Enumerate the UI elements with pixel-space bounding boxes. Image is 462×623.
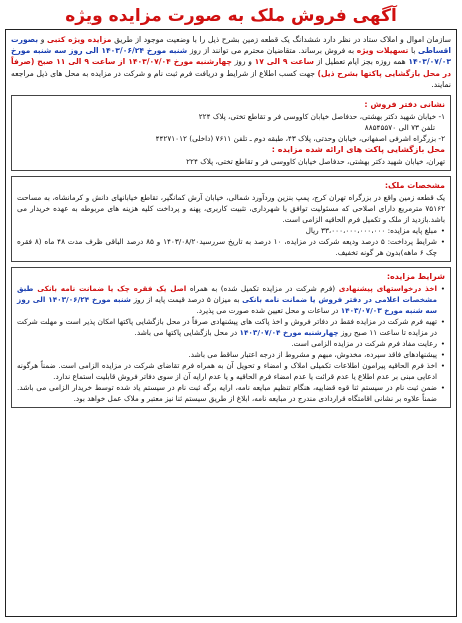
term-2 <box>17 316 445 338</box>
payment-terms: • شرایط پرداخت: ۵ درصد ودیعه شرکت در مزایده، ۱۰ درصد به تاریخ سررسید۱۴۰۳/۰۸/۲۰ و ۸۵ درصد الباقی ظرف مدت ۴۸ ماه (۸ فقره چک ۶ ماهه)بدون هر گونه تخفیف. <box>17 236 445 258</box>
term-2-b: چهارشنبه مورخ ۱۴۰۳/۰۷/۰۴ <box>239 328 339 338</box>
intro-date-range: شنبه مورخ ۱۴۰۳/۰۶/۲۴ الی روز سه شنبه مورخ ۱۴۰۳/۰۷/۰۳ <box>11 46 451 67</box>
intro-paragraph <box>11 34 451 90</box>
intro-text-3: همه روزه بجز ایام تعطیل از <box>313 57 409 67</box>
terms-box <box>11 267 451 408</box>
term-4: • پیشنهادهای فاقد سپرده، مخدوش، مبهم و مشروط از درجه اعتبار ساقط می باشد. <box>17 349 445 360</box>
intro-special-auction: مزایده ویژه کتبی <box>46 35 112 44</box>
term-3: • رعایت مفاد فرم شرکت در مزایده الزامی است. <box>17 338 445 349</box>
office-address-1: ۱- خیابان شهید دکتر بهشتی، حدفاصل خیابان کاووسی فر و تقاطع تختی، پلاک ۲۲۴ <box>198 112 445 122</box>
property-heading: مشخصات ملک: <box>384 181 445 191</box>
ad-title: آگهی فروش ملک به صورت مزایده ویژه <box>65 6 397 26</box>
intro-text-1: سازمان اموال و املاک ستاد در نظر دارد ششدانگ یک قطعه زمین بشرح ذیل را با وضعیت موجود از طریق <box>114 35 451 44</box>
office-phone-1: تلفن ۷۳ الی ۸۸۵۴۵۵۷۰ <box>364 123 435 133</box>
term-1-b: (فرم شرکت در مزایده تکمیل شده) به همراه <box>186 284 339 294</box>
ad-frame <box>5 29 457 617</box>
opening-address: تهران، خیابان شهید دکتر بهشتی، حدفاصل خیابان کاووسی فر و تقاطع تختی، پلاک ۲۲۴ <box>186 157 445 167</box>
term-1-f: شنبه مورخ ۱۴۰۳/۰۶/۲۴ الی روز سه شنبه مورخ ۱۴۰۳/۰۷/۰۳ <box>17 295 437 316</box>
term-6: • ضمن ثبت نام در سیستم ثنا قوه قضاییه، هنگام تنظیم مبایعه نامه، ارایه برگه ثبت نام در سیستم یاد شده توسط خریدار الزامی می باشد. ضمناً علاوه بر نشانی اقامتگاه قراردادی مندرج در مبایعه نامه، ابلاغ از طریق سیستم ثنا نیز معتبر و ملاک عمل خواهد بود. <box>17 382 445 404</box>
offices-heading: نشانی دفتر فروش : <box>364 100 445 110</box>
term-1-e: به میزان ۵ درصد قیمت پایه از روز <box>130 295 243 305</box>
offices-box <box>11 95 451 171</box>
term-1-d: طبق مشخصات اعلامی در دفتر فروش یا ضمانت نامه بانکی <box>17 284 437 305</box>
office-address-2: ۲- بزرگراه اشرفی اصفهانی، خیابان وحدتی، پلاک ۴۳، طبقه دوم ـ تلفن ۷۶۱۱ (داخلی) ۴۴۲۷۱۰۱۲ <box>155 134 445 144</box>
term-1 <box>17 283 445 316</box>
intro-text-5: جهت کسب اطلاع از شرایط و دریافت فرم ثبت نام و شرکت در مزایده به محل های ذیل مراجعه نمایند. <box>11 68 451 89</box>
intro-installment: بصورت اقساطی <box>11 35 452 56</box>
base-price: • مبلغ پایه مزایده: ۳۳،۰۰۰،۰۰۰،۰۰۰،۰۰۰ ریال <box>17 225 445 236</box>
opening-heading: محل بازگشایی پاکت های ارائه شده مزایده : <box>271 145 445 155</box>
intro-hours: ساعت ۹ الی ۱۷ <box>254 57 314 67</box>
term-2-c: در محل بازگشایی پاکتها می باشد. <box>134 328 240 338</box>
intro-wednesday: چهارشنبه مورخ ۱۴۰۳/۰۷/۰۴ از ساعت ۹ الی ۱۱ صبح (صرفاً در محل بازگشایی پاکتها بشرح ذیل) <box>11 57 451 78</box>
intro-text-2: به فروش برساند. متقاضیان محترم می توانند از روز <box>189 46 357 56</box>
term-1-a: اخذ درخواستهای پیشنهادی <box>338 284 437 294</box>
terms-heading: شرایط مزایده: <box>386 272 445 282</box>
term-1-g: در ساعات و محل تعیین شده صورت می پذیرد. <box>196 306 341 316</box>
intro-text-4: و روز <box>231 57 252 67</box>
term-2-a: تهیه فرم شرکت در مزایده فقط در دفاتر فروش و اخذ پاکت های پیشنهادی صرفاً در محل بازگشایی پاکتها امکان پذیر است و مهلت شرکت در مزایده تا ساعت ۱۱ صبح روز <box>17 317 437 338</box>
term-5: • اخذ فرم الحاقیه پیرامون اطلاعات تکمیلی املاک و امضاء و تحویل آن به همراه فرم تقاضای شرکت در مزایده الزامی است. ضمناً هرگونه ادعایی مبنی بر عدم اطلاع یا عدم قرائت یا عدم امضاء فرم الحاقیه و یا عدم ارایه آن از سوی دفاتر فروش قابلیت استماع ندارد. <box>17 360 445 382</box>
property-box <box>11 176 451 262</box>
intro-and: و <box>38 35 47 44</box>
term-1-c: اصل یک فقره چک یا ضمانت نامه بانکی <box>37 284 187 294</box>
property-description: یک قطعه زمین واقع در بزرگراه تهران کرج، پمپ بنزین وردآورد شمالی، خیابان آرش کمانگیر، تقاطع خیابانهای دانش و کرمانشاه، به مساحت ۷۵۱۶۲ مترمربع دارای اصلاحی که مسئولیت توافق با شهرداری، تثبیت کاربری، پهنه و پرداخت کلیه هزینه های مربوطه به عهده خریدار می باشد.بازدید از ملک و تکمیل فرم الحاقیه الزامی است. <box>17 193 445 225</box>
intro-special-loan: تسهیلات ویژه <box>356 46 409 56</box>
intro-with: با <box>408 46 419 56</box>
